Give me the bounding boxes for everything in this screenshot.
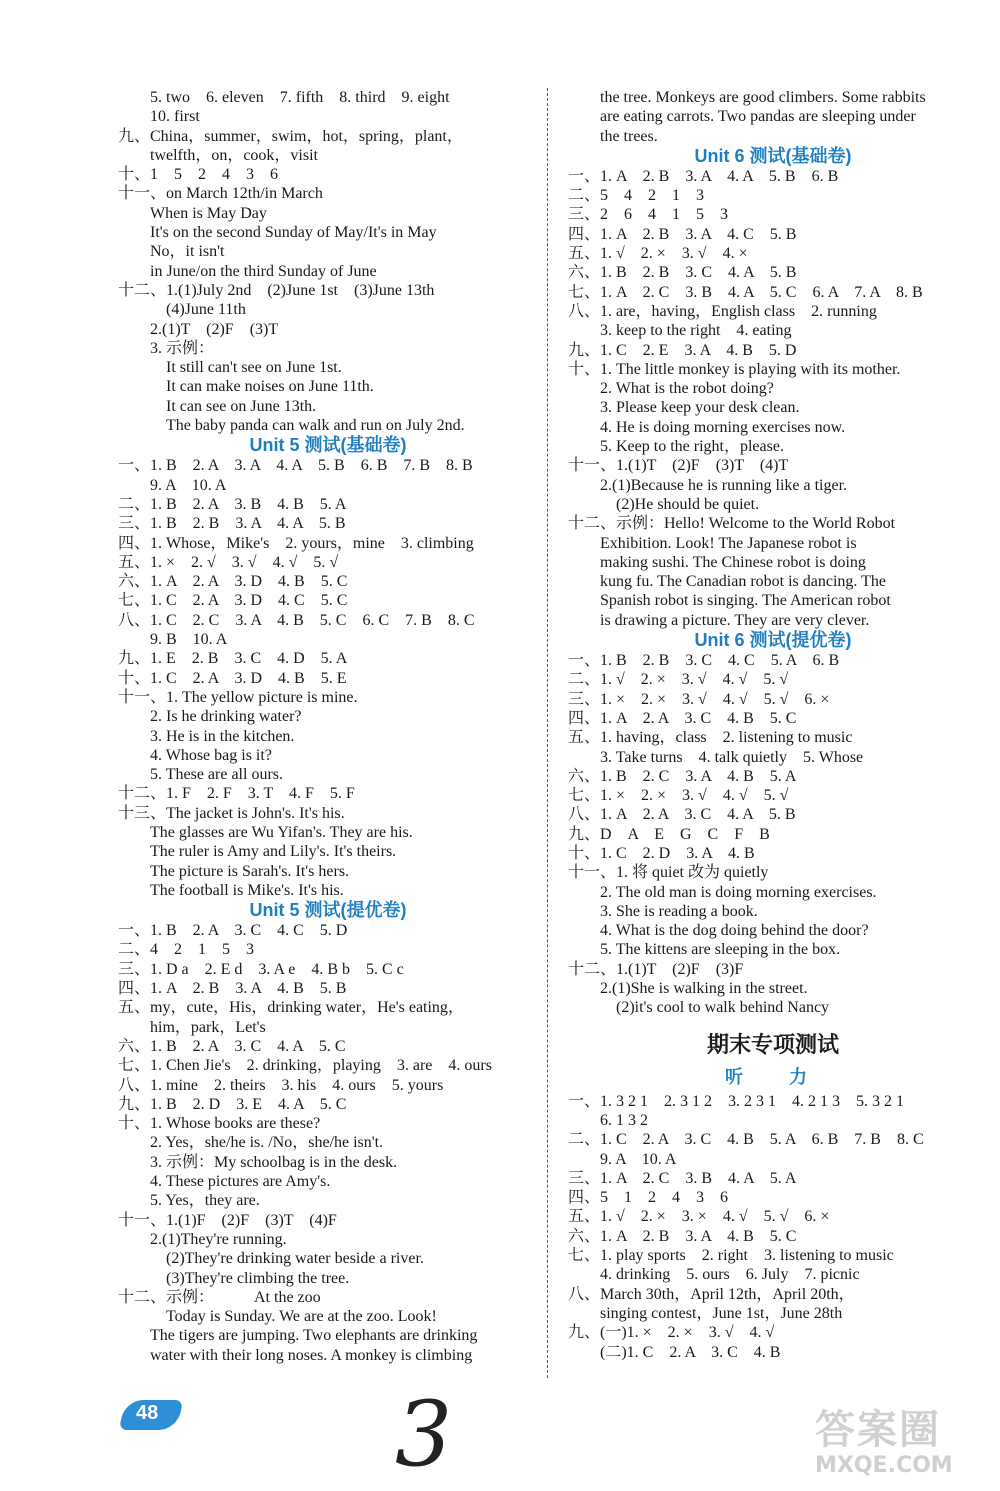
answer-line: 九、China，summer，swim，hot，spring，plant， (118, 127, 463, 145)
answer-line: 七、1. play sports 2. right 3. listening to music (568, 1247, 894, 1265)
answer-line: 4. These pictures are Amy's. (118, 1173, 331, 1191)
answer-line: (3)They're climbing the tree. (118, 1269, 350, 1287)
watermark (815, 1398, 985, 1478)
answer-line: 9. A 10. A (568, 1150, 677, 1168)
answer-line: 10. first (118, 108, 200, 126)
answer-line: 5. Yes，they are. (118, 1192, 260, 1210)
answer-line: 四、1. A 2. B 3. A 4. B 5. B (118, 980, 347, 998)
left-column (118, 88, 538, 1365)
answer-line: 三、1. B 2. B 3. A 4. A 5. B (118, 515, 346, 533)
answer-line: 4. drinking 5. ours 6. July 7. picnic (568, 1266, 860, 1284)
answer-line: (2)it's cool to walk behind Nancy (568, 999, 830, 1017)
answer-line: 二、1. √ 2. × 3. √ 4. √ 5. √ (568, 671, 789, 689)
answer-line: 3. He is in the kitchen. (118, 727, 295, 745)
section-heading: Unit 6 测试(提优卷) (694, 630, 852, 651)
answer-line: 七、1. A 2. C 3. B 4. A 5. C 6. A 7. A 8. B (568, 283, 923, 301)
answer-line: 一、1. A 2. B 3. A 4. A 5. B 6. B (568, 167, 839, 185)
answer-line: (2)He should be quiet. (568, 495, 760, 513)
answer-line: 二、1. B 2. A 3. B 4. B 5. A (118, 495, 347, 513)
answer-line: 八、1. A 2. A 3. C 4. A 5. B (568, 806, 796, 824)
answer-line: 十一、on March 12th/in March (118, 185, 323, 203)
answer-line: It still can't see on June 1st. (118, 359, 342, 377)
answer-line: 九、1. B 2. D 3. E 4. A 5. C (118, 1095, 347, 1113)
answer-line: 六、1. B 2. B 3. C 4. A 5. B (568, 264, 797, 282)
answer-line: 五、1. √ 2. × 3. √ 4. × (568, 245, 748, 263)
answer-line: 九、1. E 2. B 3. C 4. D 5. A (118, 650, 348, 668)
answer-line: 十、1 5 2 4 3 6 (118, 166, 279, 184)
answer-line: 3. 示例： (118, 339, 215, 357)
answer-line: 2.(1)Because he is running like a tiger. (568, 476, 848, 494)
answer-line: singing contest，June 1st，June 28th (568, 1304, 843, 1322)
answer-line: 九、(一)1. × 2. × 3. √ 4. √ (568, 1324, 775, 1342)
answer-line: twelfth，on，cook，visit (118, 146, 318, 164)
answer-line: 一、1. B 2. A 3. A 4. A 5. B 6. B 7. B 8. B (118, 457, 473, 475)
answer-line: It can make noises on June 11th. (118, 378, 374, 396)
handwritten-mark: 3 (395, 1382, 453, 1487)
answer-line: 三、1. A 2. C 3. B 4. A 5. A (568, 1169, 797, 1187)
answer-line: 4. Whose bag is it? (118, 746, 272, 764)
answer-line: 三、2 6 4 1 5 3 (568, 206, 729, 224)
answer-line: 2.(1)She is walking in the street. (568, 980, 808, 998)
answer-line: 八、1. C 2. C 3. A 4. B 5. C 6. C 7. B 8. C (118, 611, 475, 629)
answer-line: the tree. Monkeys are good climbers. Some rabbits (568, 89, 926, 106)
answer-line: 6. 1 3 2 (568, 1111, 649, 1129)
answer-line: water with their long noses. A monkey is climbing (118, 1346, 473, 1364)
section-heading: 期末专项测试 (706, 1032, 839, 1058)
answer-line: It can see on June 13th. (118, 397, 317, 415)
answer-line: 十一、1.(1)T (2)F (3)T (4)T (568, 457, 789, 475)
answer-line: 六、1. A 2. B 3. A 4. B 5. C (568, 1227, 797, 1245)
section-heading: Unit 5 测试(提优卷) (249, 900, 407, 921)
answer-line: 十、1. C 2. A 3. D 4. B 5. E (118, 669, 347, 687)
answer-line: 十三、The jacket is John's. It's his. (118, 804, 345, 822)
answer-line: 2. The old man is doing morning exercises. (568, 883, 877, 901)
answer-line: The baby panda can walk and run on July 2nd. (118, 417, 465, 435)
answer-line: 四、5 1 2 4 3 6 (568, 1189, 729, 1207)
answer-line: 4. What is the dog doing behind the door? (568, 922, 869, 940)
answer-line: making sushi. The Chinese robot is doing (568, 553, 866, 571)
answer-line: 十一、1. The yellow picture is mine. (118, 688, 358, 706)
answer-line: 七、1. C 2. A 3. D 4. C 5. C (118, 592, 348, 610)
answer-line: 八、1. mine 2. theirs 3. his 4. ours 5. yours (118, 1076, 444, 1094)
answer-line: 七、1. Chen Jie's 2. drinking，playing 3. are 4. ours (118, 1057, 492, 1075)
answer-line: 十一、1.(1)F (2)F (3)T (4)F (118, 1211, 337, 1229)
answer-line: 十二、示例：Hello! Welcome to the World Robot (568, 515, 896, 533)
answer-line: 十、1. C 2. D 3. A 4. B (568, 844, 755, 862)
answer-line: 2. Is he drinking water? (118, 708, 302, 726)
section-heading: 听 力 (725, 1066, 821, 1088)
answer-line: 3. Please keep your desk clean. (568, 399, 800, 417)
answer-line: 5. two 6. eleven 7. fifth 8. third 9. eight (118, 89, 450, 106)
answer-line: 一、1. B 2. A 3. C 4. C 5. D (118, 922, 348, 940)
answer-line: 2. Yes，she/he is. /No，she/he isn't. (118, 1134, 384, 1152)
answer-line: 一、1. B 2. B 3. C 4. C 5. A 6. B (568, 652, 840, 670)
answer-line: the trees. (568, 127, 658, 145)
answer-line: No，it isn't (118, 243, 225, 261)
answer-line: 一、1. 3 2 1 2. 3 1 2 3. 2 3 1 4. 2 1 3 5. 3 2 1 (568, 1092, 905, 1110)
answer-line: him，park，Let's (118, 1018, 266, 1036)
right-column (568, 88, 978, 1362)
answer-line: The ruler is Amy and Lily's. It's theirs. (118, 843, 397, 861)
answer-line: 四、1. A 2. B 3. A 4. C 5. B (568, 225, 797, 243)
answer-line: 六、1. A 2. A 3. D 4. B 5. C (118, 573, 348, 591)
answer-line: 五、1. having，class 2. listening to music (568, 729, 853, 747)
answer-line: 五、my，cute，His，drinking water，He's eating， (118, 999, 464, 1017)
watermark-site: MXQE.COM (815, 1453, 953, 1478)
answer-line: The tigers are jumping. Two elephants are drinking (118, 1327, 478, 1345)
page-number-badge (122, 1398, 186, 1432)
answer-line: 3. 示例：My schoolbag is in the desk. (118, 1153, 398, 1171)
watermark-logo: 答案圈 (815, 1407, 941, 1453)
answer-line: (二)1. C 2. A 3. C 4. B (568, 1343, 781, 1361)
section-heading: Unit 6 测试(基础卷) (694, 145, 852, 166)
column-divider (547, 88, 548, 1378)
answer-line: 十、1. Whose books are these? (118, 1115, 321, 1133)
answer-line: 2. What is the robot doing? (568, 380, 774, 398)
answer-line: 5. The kittens are sleeping in the box. (568, 941, 841, 959)
answer-line: It's on the second Sunday of May/It's in May (118, 224, 437, 242)
answer-line: 四、1. A 2. A 3. C 4. B 5. C (568, 709, 797, 727)
answer-line: 5. Keep to the right，please. (568, 438, 784, 456)
answer-line: are eating carrots. Two pandas are sleeping under (568, 108, 916, 126)
answer-line: 4. He is doing morning exercises now. (568, 418, 846, 436)
answer-line: 二、1. C 2. A 3. C 4. B 5. A 6. B 7. B 8. C (568, 1131, 924, 1149)
answer-line: 十、1. The little monkey is playing with its mother. (568, 360, 901, 378)
answer-line: is drawing a picture. They are very clever. (568, 611, 870, 629)
answer-line: 九、1. C 2. E 3. A 4. B 5. D (568, 341, 797, 359)
answer-line: 三、1. × 2. × 3. √ 4. √ 5. √ 6. × (568, 690, 830, 708)
page-number: 48 (136, 1402, 159, 1424)
answer-line: 3. She is reading a book. (568, 902, 758, 920)
answer-line: 三、1. D a 2. E d 3. A e 4. B b 5. C c (118, 960, 404, 978)
answer-line: 九、D A E G C F B (568, 825, 770, 843)
answer-line: Today is Sunday. We are at the zoo. Look! (118, 1308, 437, 1326)
answer-line: 5. These are all ours. (118, 766, 283, 784)
answer-line: 五、1. × 2. √ 3. √ 4. √ 5. √ (118, 553, 339, 571)
answer-line: 十二、1.(1)July 2nd (2)June 1st (3)June 13th (118, 281, 435, 299)
answer-line: 七、1. × 2. × 3. √ 4. √ 5. √ (568, 787, 789, 805)
answer-line: kung fu. The Canadian robot is dancing. The (568, 573, 887, 591)
answer-line: 六、1. B 2. C 3. A 4. B 5. A (568, 767, 797, 785)
answer-line: The picture is Sarah's. It's hers. (118, 862, 350, 880)
answer-line: The football is Mike's. It's his. (118, 881, 344, 899)
answer-line: 3. Take turns 4. talk quietly 5. Whose (568, 748, 864, 766)
answer-line: Spanish robot is singing. The American robot (568, 592, 891, 610)
section-heading: Unit 5 测试(基础卷) (249, 435, 407, 456)
answer-line: 2.(1)T (2)F (3)T (118, 320, 279, 338)
answer-line: (4)June 11th (118, 301, 246, 319)
answer-line: 十二、1. F 2. F 3. T 4. F 5. F (118, 785, 355, 803)
answer-line: 八、1. are，having，English class 2. running (568, 302, 877, 320)
answer-line: 六、1. B 2. A 3. C 4. A 5. C (118, 1037, 346, 1055)
answer-line: Exhibition. Look! The Japanese robot is (568, 534, 857, 552)
answer-line: 十一、1. 将 quiet 改为 quietly (568, 864, 769, 882)
answer-line: 9. B 10. A (118, 631, 228, 649)
answer-line: 二、5 4 2 1 3 (568, 187, 705, 205)
answer-line: 五、1. √ 2. × 3. × 4. √ 5. √ 6. × (568, 1208, 830, 1226)
answer-line: 3. keep to the right 4. eating (568, 322, 792, 340)
answer-line: The glasses are Wu Yifan's. They are his. (118, 823, 413, 841)
answer-line: in June/on the third Sunday of June (118, 262, 377, 280)
answer-line: 十二、示例： At the zoo (118, 1288, 321, 1306)
answer-line: 二、4 2 1 5 3 (118, 941, 255, 959)
answer-line: 9. A 10. A (118, 476, 227, 494)
answer-line: 四、1. Whose，Mike's 2. yours，mine 3. climbing (118, 534, 474, 552)
answer-line: 2.(1)They're running. (118, 1230, 287, 1248)
answer-line: (2)They're drinking water beside a river. (118, 1250, 424, 1268)
answer-line: 八、March 30th，April 12th，April 20th， (568, 1285, 855, 1303)
answer-line: When is May Day (118, 204, 267, 222)
answer-line: 十二、1.(1)T (2)F (3)F (568, 960, 744, 978)
